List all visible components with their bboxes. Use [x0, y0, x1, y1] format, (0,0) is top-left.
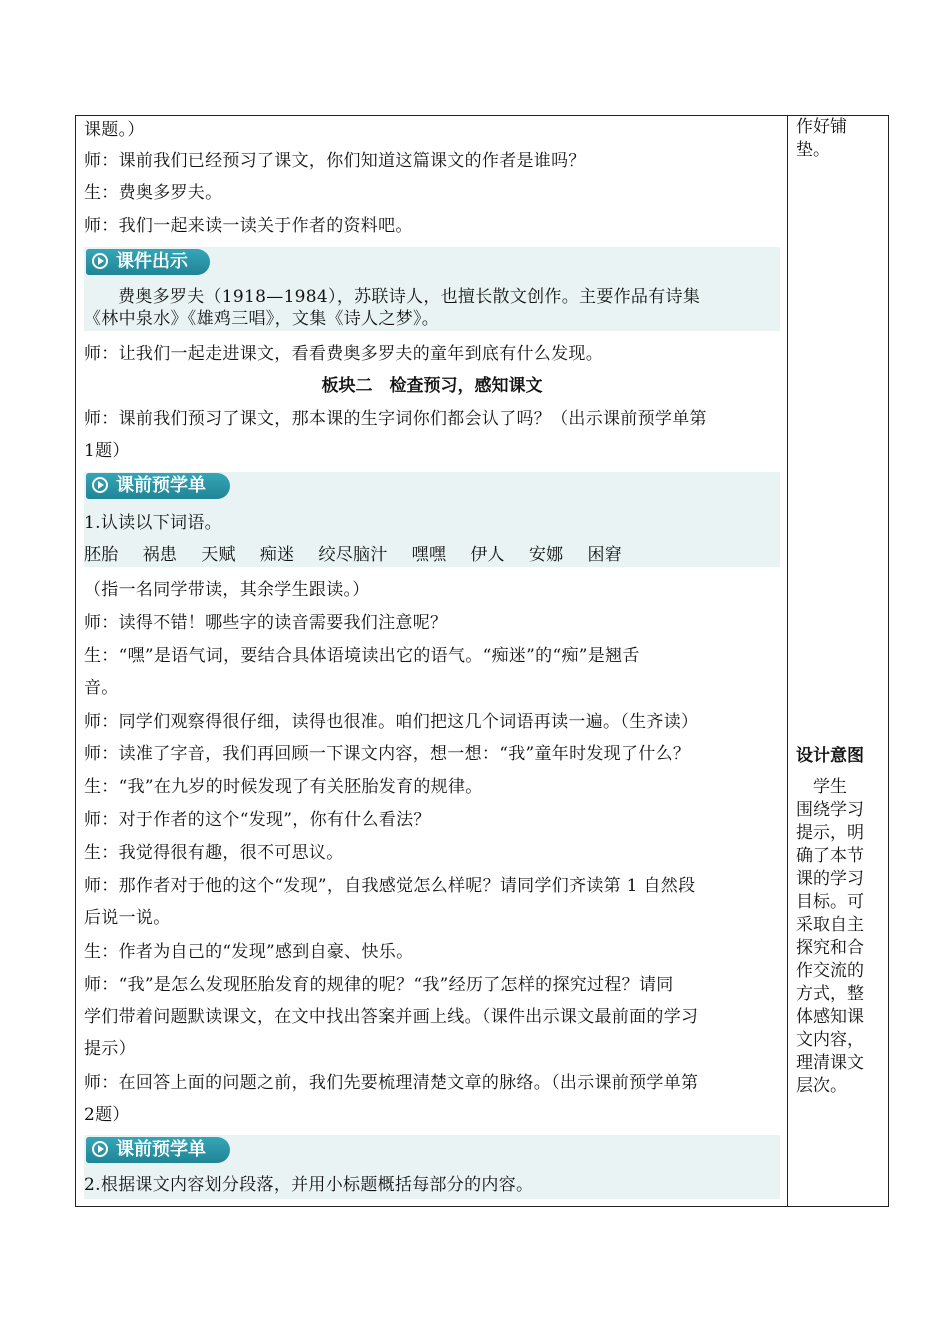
preview-sheet-badge: [86, 1137, 230, 1163]
section-title: 板块二 检查预习，感知课文: [321, 376, 543, 396]
paragraph: 师：那作者对于他的这个“发现”，自我感觉怎么样呢？请同学们齐读第 1 自然段: [84, 876, 696, 896]
vocab-word: 伊人: [470, 545, 505, 565]
column-divider: [787, 116, 788, 1206]
play-icon: [92, 477, 108, 493]
paragraph: 师：读得不错！哪些字的读音需要我们注意呢？: [84, 613, 448, 633]
paragraph: 后说一说。: [84, 908, 171, 928]
courseware-box: [84, 247, 780, 331]
paragraph: 师：“我”是怎么发现胚胎发育的规律的呢？“我”经历了怎样的探究过程？请同: [84, 975, 674, 995]
design-intent-title: 设计意图: [796, 746, 864, 766]
design-intent-line: 体感知课: [796, 1007, 864, 1027]
design-intent-line: 目标。可: [796, 892, 864, 912]
paragraph: 师：课前我们已经预习了课文，你们知道这篇课文的作者是谁吗？: [84, 151, 586, 171]
paragraph: 师：读准了字音，我们再回顾一下课文内容，想一想：“我”童年时发现了什么？: [84, 744, 691, 764]
paragraph: 音。: [84, 678, 119, 698]
paragraph: 师：课前我们预习了课文，那本课的生字词你们都会认了吗？（出示课前预学单第: [84, 409, 707, 429]
paragraph: 生：我觉得很有趣，很不可思议。: [84, 843, 344, 863]
paragraph: 生：作者为自己的“发现”感到自豪、快乐。: [84, 942, 414, 962]
lesson-plan-table: [75, 115, 889, 1207]
paragraph: 学们带着问题默读课文，在文中找出答案并画上线。（课件出示课文最前面的学习: [84, 1007, 699, 1027]
preview-sheet-badge: [86, 473, 230, 499]
play-icon: [92, 1141, 108, 1157]
task-item: 2.根据课文内容划分段落，并用小标题概括每部分的内容。: [84, 1175, 534, 1195]
design-intent-line: 学生: [796, 777, 847, 797]
design-intent-line: 围绕学习: [796, 800, 864, 820]
paragraph: 生：“我”在九岁的时候发现了有关胚胎发育的规律。: [84, 777, 483, 797]
paragraph: 生：“嘿”是语气词，要结合具体语境读出它的语气。“痴迷”的“痴”是翘舌: [84, 646, 640, 666]
author-info-line: 费奥多罗夫（1918—1984），苏联诗人，也擅长散文创作。主要作品有诗集: [118, 287, 701, 307]
vocab-word: 祸患: [142, 545, 178, 565]
courseware-badge-label: 课件出示: [116, 251, 188, 272]
courseware-badge: [86, 249, 210, 275]
paragraph: 生：费奥多罗夫。: [84, 183, 223, 203]
task-item: 1.认读以下词语。: [84, 513, 222, 533]
side-note: 垫。: [796, 140, 830, 160]
paragraph: 师：我们一起来读一读关于作者的资料吧。: [84, 216, 413, 236]
preview-sheet-badge-label: 课前预学单: [116, 1139, 206, 1160]
vocab-word: 困窘: [587, 545, 623, 565]
paragraph: 1题）: [84, 441, 130, 461]
vocab-word: 绞尽脑汁: [318, 545, 388, 565]
vocab-word: 胚胎: [84, 545, 119, 565]
preview-sheet-box-2: [84, 1135, 780, 1199]
paragraph: 提示）: [84, 1039, 136, 1059]
paragraph: 2题）: [84, 1105, 130, 1125]
design-intent-line: 采取自主: [796, 915, 864, 935]
paragraph: （指一名同学带读，其余学生跟读。）: [84, 580, 370, 600]
vocab-word: 天赋: [201, 545, 236, 565]
paragraph: 课题。）: [84, 120, 145, 140]
design-intent-line: 作交流的: [796, 961, 864, 981]
design-intent-line: 方式，整: [796, 984, 864, 1004]
paragraph: 师：在回答上面的问题之前，我们先要梳理清楚文章的脉络。（出示课前预学单第: [84, 1073, 699, 1093]
design-intent-line: 理清课文: [796, 1053, 864, 1073]
paragraph: 师：同学们观察得很仔细，读得也很准。咱们把这几个词语再读一遍。（生齐读）: [84, 712, 699, 732]
vocab-list: [84, 541, 646, 569]
design-intent-line: 课的学习: [796, 869, 864, 889]
design-intent-line: 层次。: [796, 1076, 847, 1096]
paragraph: 师：让我们一起走进课文，看看费奥多罗夫的童年到底有什么发现。: [84, 344, 603, 364]
design-intent-line: 文内容，: [796, 1030, 864, 1050]
design-intent-line: 确了本节: [796, 846, 864, 866]
preview-sheet-box: [84, 472, 780, 567]
vocab-word: 安娜: [528, 545, 564, 565]
preview-sheet-badge-label: 课前预学单: [116, 475, 206, 496]
paragraph: 师：对于作者的这个“发现”，你有什么看法？: [84, 810, 431, 830]
vocab-word: 痴迷: [259, 545, 295, 565]
vocab-word: 嘿嘿: [411, 545, 447, 565]
author-info-line: 《林中泉水》《雄鸡三唱》，文集《诗人之梦》。: [84, 309, 440, 329]
side-note: 作好铺: [796, 117, 847, 137]
design-intent-line: 探究和合: [796, 938, 864, 958]
play-icon: [92, 253, 108, 269]
design-intent-line: 提示，明: [796, 823, 864, 843]
